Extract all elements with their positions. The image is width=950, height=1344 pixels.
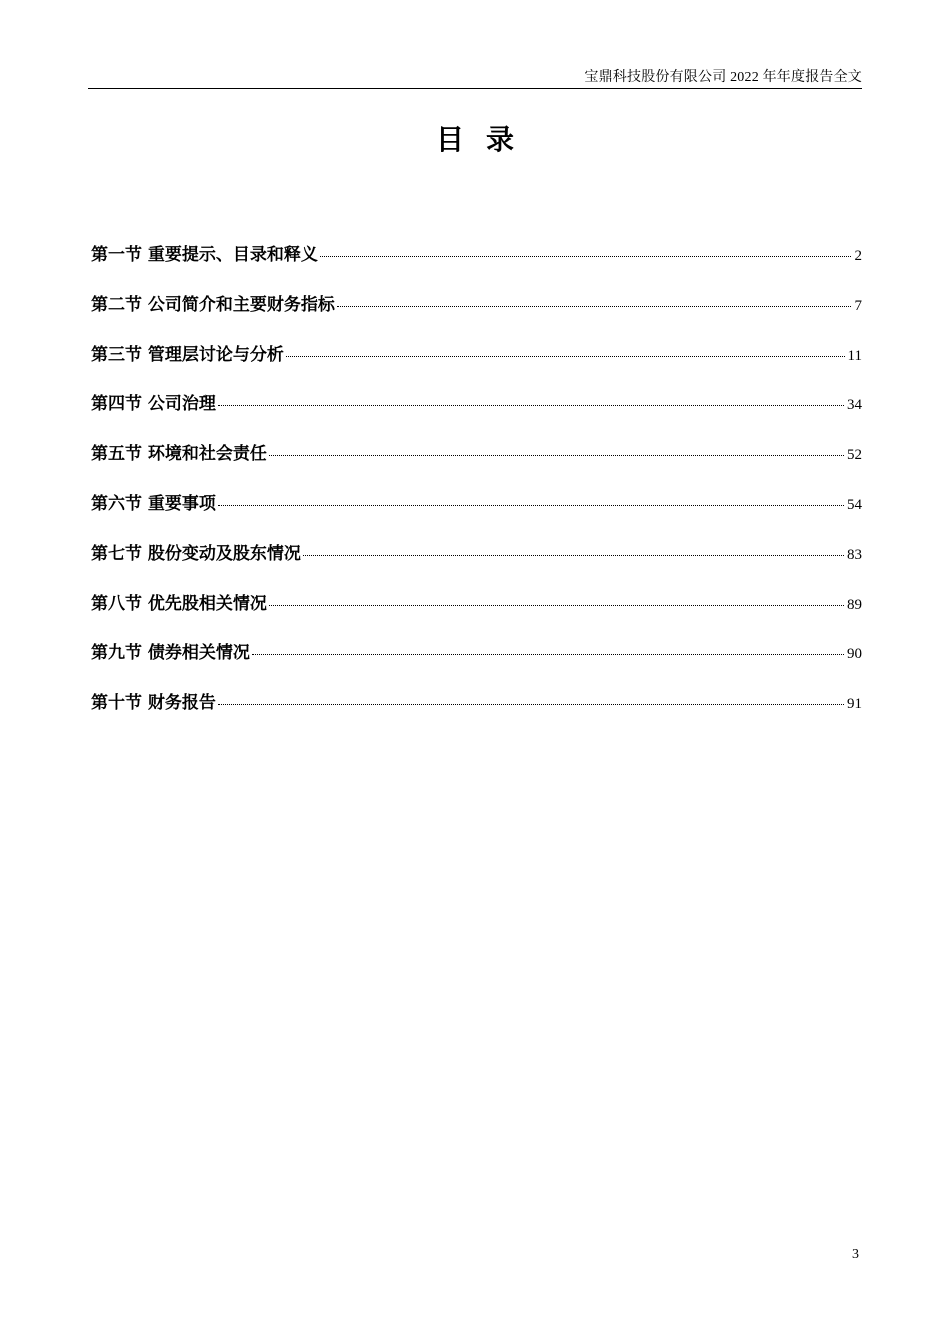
toc-entry-page: 89 [847, 596, 862, 613]
toc-entry-page: 52 [847, 447, 862, 464]
dot-leader [218, 405, 844, 406]
toc-entry-label: 第一节 重要提示、目录和释义 [91, 245, 318, 265]
toc-entry-label: 第六节 重要事项 [91, 493, 216, 514]
toc-entry-label: 第二节 公司简介和主要财务指标 [91, 294, 335, 315]
toc-entry-page: 34 [847, 397, 862, 414]
toc-entry[interactable] [91, 539, 862, 589]
dot-leader [320, 256, 851, 257]
toc-entry-label: 第八节 优先股相关情况 [91, 593, 267, 614]
toc-entry[interactable] [91, 638, 862, 688]
toc-entry-page: 91 [847, 696, 862, 713]
dot-leader [269, 605, 844, 606]
toc-entry-label: 第十节 财务报告 [91, 693, 216, 714]
toc-entry[interactable] [91, 688, 862, 738]
dot-leader [269, 455, 844, 456]
dot-leader [337, 306, 851, 307]
toc-entry-label: 第三节 管理层讨论与分析 [91, 344, 284, 365]
toc-entry-page: 90 [847, 646, 862, 663]
toc-entry[interactable] [91, 489, 862, 539]
toc-list [91, 240, 862, 738]
page-header [88, 62, 862, 89]
toc-entry[interactable] [91, 290, 862, 340]
dot-leader [286, 356, 845, 357]
dot-leader [218, 704, 844, 705]
toc-entry-page: 7 [854, 297, 862, 314]
document-header-title: 宝鼎科技股份有限公司 2022 年年度报告全文 [584, 70, 862, 85]
toc-entry-label: 第四节 公司治理 [91, 394, 216, 415]
toc-entry-page: 2 [854, 248, 862, 264]
dot-leader [252, 654, 844, 655]
toc-entry[interactable] [91, 389, 862, 439]
page-number: 3 [852, 1247, 859, 1262]
toc-entry[interactable] [91, 439, 862, 489]
toc-entry-label: 第五节 环境和社会责任 [91, 444, 267, 465]
toc-entry-label: 第九节 债券相关情况 [91, 643, 250, 664]
toc-title: 目录 [435, 123, 536, 156]
toc-entry-page: 11 [847, 347, 862, 364]
toc-entry-page: 54 [847, 496, 862, 513]
toc-entry[interactable] [91, 240, 862, 290]
dot-leader [303, 555, 844, 556]
toc-entry[interactable] [91, 340, 862, 390]
toc-entry-label: 第七节 股份变动及股东情况 [91, 543, 301, 564]
toc-entry[interactable] [91, 589, 862, 639]
toc-entry-page: 83 [847, 546, 862, 563]
dot-leader [218, 505, 844, 506]
